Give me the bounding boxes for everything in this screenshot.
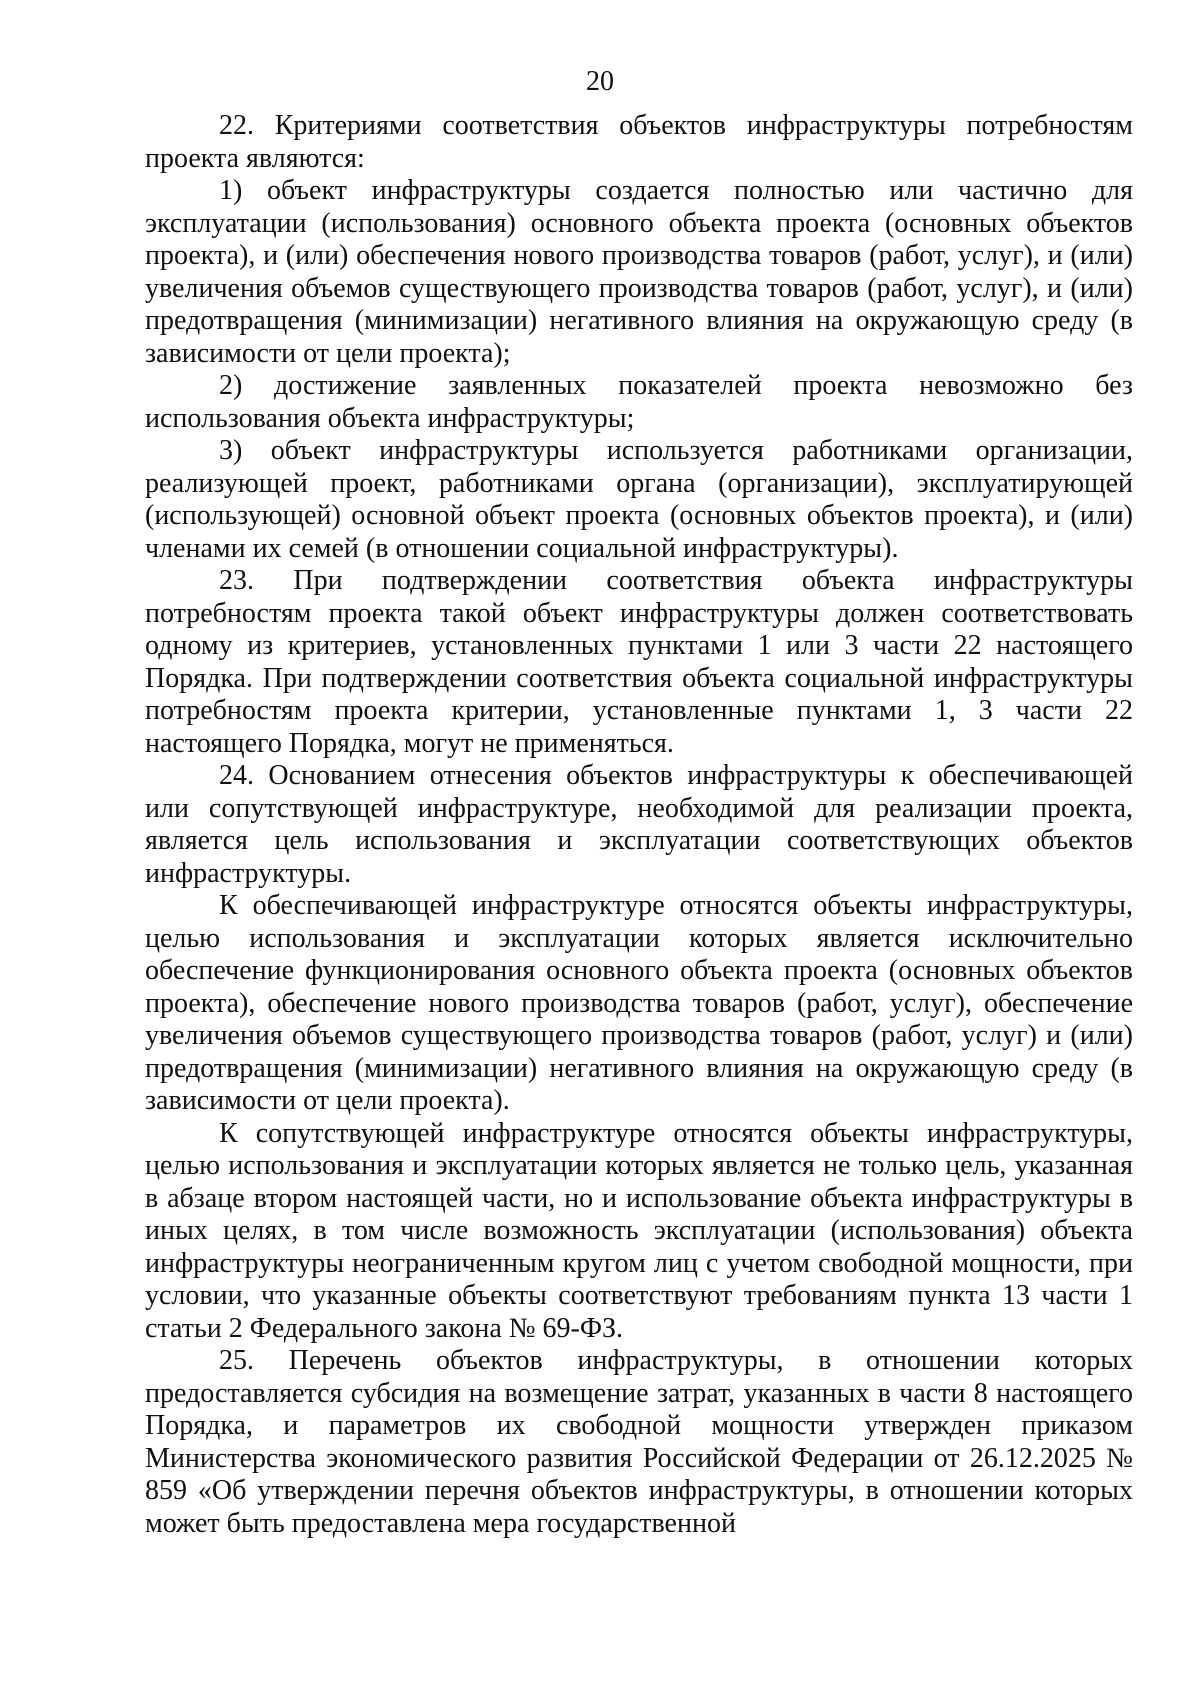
paragraph-22-item-3: 3) объект инфраструктуры используется работниками организации, реализующей проект, работниками органа (организации), эксплуатирующей (использующей) основной объект проекта (основных объектов проекта), и (или) членами их семей (в отношении социальной инфраструктуры). xyxy=(145,435,1133,564)
paragraph-25: 25. Перечень объектов инфраструктуры, в отношении которых предоставляется субсидия на возмещение затрат, указанных в части 8 настоящего Порядка, и параметров их свободной мощности утвержден приказом Министерства экономического развития Российской Федерации от 26.12.2025 № 859 «Об утверждении перечня объектов инфраструктуры, в отношении которых может быть предоставлена мера государственной xyxy=(145,1345,1133,1539)
paragraph-23: 23. При подтверждении соответствия объекта инфраструктуры потребностям проекта такой объект инфраструктуры должен соответствовать одному из критериев, установленных пунктами 1 или 3 части 22 настоящего Порядка. При подтверждении соответствия объекта социальной инфраструктуры потребностям проекта критерии, установленные пунктами 1, 3 части 22 настоящего Порядка, могут не применяться. xyxy=(145,565,1133,759)
paragraph-22-item-1: 1) объект инфраструктуры создается полностью или частично для эксплуатации (использования) основного объекта проекта (основных объектов проекта), и (или) обеспечения нового производства товаров (работ, услуг), и (или) увеличения объемов существующего производства товаров (работ, услуг), и (или) предотвращения (минимизации) негативного влияния на окружающую среду (в зависимости от цели проекта); xyxy=(145,175,1133,369)
paragraph-24-part-2: К обеспечивающей инфраструктуре относятся объекты инфраструктуры, целью использования и эксплуатации которых является исключительно обеспечение функционирования основного объекта проекта (основных объектов проекта), обеспечение нового производства товаров (работ, услуг), обеспечение увеличения объемов существующего производства товаров (работ, услуг) и (или) предотвращения (минимизации) негативного влияния на окружающую среду (в зависимости от цели проекта). xyxy=(145,890,1133,1116)
paragraph-22: 22. Критериями соответствия объектов инфраструктуры потребностям проекта являются: xyxy=(145,110,1133,174)
document-body xyxy=(145,110,1133,1540)
page-number: 20 xyxy=(586,66,614,97)
paragraph-22-item-2: 2) достижение заявленных показателей проекта невозможно без использования объекта инфраструктуры; xyxy=(145,370,1133,434)
paragraph-24: 24. Основанием отнесения объектов инфраструктуры к обеспечивающей или сопутствующей инфраструктуре, необходимой для реализации проекта, является цель использования и эксплуатации соответствующих объектов инфраструктуры. xyxy=(145,760,1133,889)
paragraph-24-part-3: К сопутствующей инфраструктуре относятся объекты инфраструктуры, целью использования и эксплуатации которых является не только цель, указанная в абзаце втором настоящей части, но и использование объекта инфраструктуры в иных целях, в том числе возможность эксплуатации (использования) объекта инфраструктуры неограниченным кругом лиц с учетом свободной мощности, при условии, что указанные объекты соответствуют требованиям пункта 13 части 1 статьи 2 Федерального закона № 69-ФЗ. xyxy=(145,1117,1133,1344)
